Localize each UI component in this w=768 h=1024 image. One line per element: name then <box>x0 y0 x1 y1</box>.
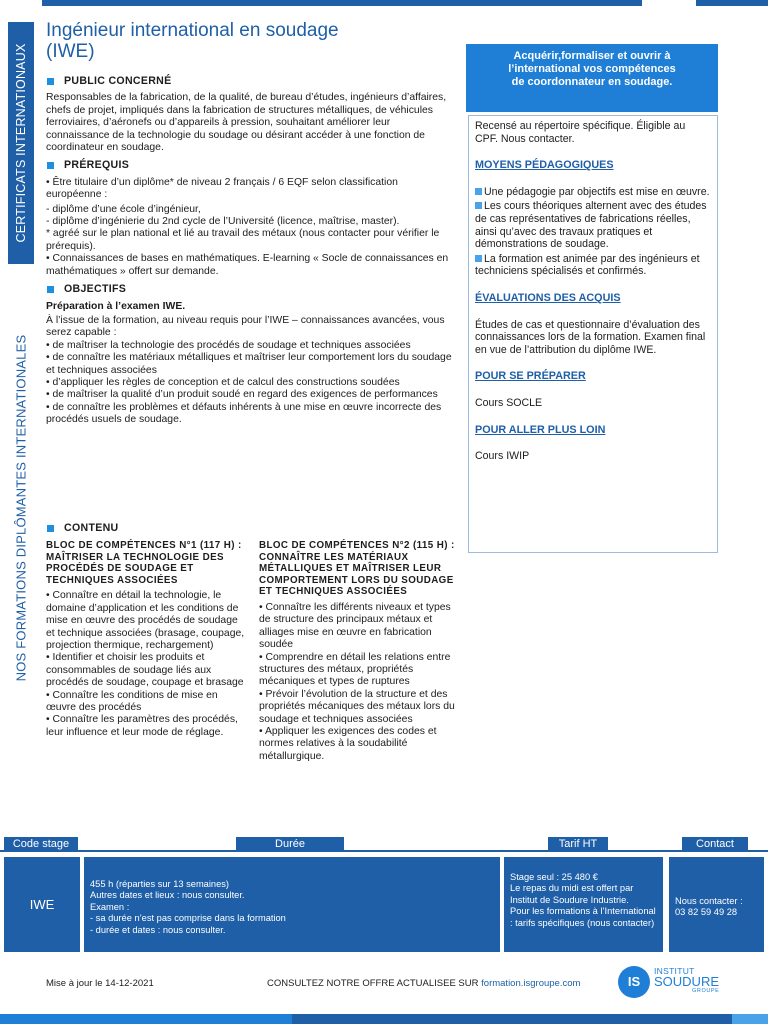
promo-banner <box>466 44 718 112</box>
top-accent-bar-right <box>696 0 768 6</box>
cell-code-stage: IWE <box>4 857 80 952</box>
evaluations-text: Études de cas et questionnaire d’évaluation des connaissances lors de la formation. Examen final en vue de l’attribution du diplôme IWE. <box>475 318 706 356</box>
prerequis-line: - diplôme d’une école d’ingénieur, <box>46 203 201 215</box>
side-label-certificats-text: CERTIFICATS INTERNATIONAUX <box>14 43 28 243</box>
header-tarif: Tarif HT <box>548 837 608 851</box>
duree-line: Autres dates et lieux : nous consulter. <box>90 890 245 901</box>
objectif-item: • de maîtriser la technologie des procédés de soudage et techniques associées <box>46 339 411 351</box>
square-bullet-icon <box>475 255 482 262</box>
section-objectifs-heading <box>46 283 452 295</box>
tarif-line: Le repas du midi est offert par Institut de Soudure Industrie. <box>510 883 634 905</box>
duree-line: 455 h (réparties sur 13 semaines) <box>90 879 230 889</box>
logo-line-soudure: SOUDURE <box>654 974 720 989</box>
prerequis-line: * agréé sur le plan national et lié au travail des métaux (nous contacter pour vérifier le prérequis). <box>46 228 440 252</box>
square-bullet-icon <box>47 525 54 532</box>
right-info-box <box>468 115 718 553</box>
section-objectifs-label: OBJECTIFS <box>64 283 127 296</box>
moyens-item-text: La formation est animée par des ingénieurs et techniciens spécialisés et confirmés. <box>475 252 700 278</box>
institut-soudure-logo <box>618 966 738 1000</box>
page-title-line1: Ingénieur international en soudage <box>46 20 339 41</box>
square-bullet-icon <box>47 286 54 293</box>
section-contenu <box>46 522 456 534</box>
objectif-item: • d’appliquer les règles de conception et de calcul des constructions soudées <box>46 376 400 388</box>
header-code-stage: Code stage <box>4 837 78 851</box>
tarif-line: Stage seul : 25 480 € <box>510 872 598 882</box>
evaluations-heading: ÉVALUATIONS DES ACQUIS <box>475 291 621 304</box>
right-intro: Recensé au répertoire spécifique. Éligible au CPF. Nous contacter. <box>475 120 686 145</box>
moyens-item <box>475 186 711 199</box>
bloc-1-item: • Connaître en détail la technologie, le domaine d’application et les conditions de mise en œuvre des procédés de soudage et technique associées (brasage, coupage, projection thermique, rechargement) <box>46 590 245 651</box>
aller-plus-loin-heading: POUR ALLER PLUS LOIN <box>475 423 606 436</box>
objectifs-intro: À l’issue de la formation, au niveau requis pour l’IWE – connaissances avancées, vous serez capable : <box>46 314 445 339</box>
section-public-heading <box>46 75 452 87</box>
footer-offer <box>267 978 580 989</box>
square-bullet-icon <box>475 188 482 195</box>
objectifs-subheading: Préparation à l’examen IWE. <box>46 300 186 312</box>
public-text: Responsables de la fabrication, de la qualité, de bureau d’études, ingénieurs d’affaires, chefs de projet, impliqués dans la fabrication de structures métalliques, de véhicules ferroviaires, d’aéronefs ou d’appareils à pression, souhaitant améliorer leur connaissance de la technologie du soudage ou désirant accéder à une fonction de coordinateur en soudage. <box>46 92 447 154</box>
duree-line: - sa durée n’est pas comprise dans la formation <box>90 913 286 924</box>
bloc-1-item: • Identifier et choisir les produits et consommables de soudage liés aux procédés de soudage, coupage et brasage <box>46 652 244 689</box>
section-prerequis-heading <box>46 159 452 171</box>
bottom-accent-bar <box>292 1014 732 1024</box>
side-label-formations <box>8 328 34 688</box>
contenu-blocs <box>46 540 458 763</box>
footer-offer-text: CONSULTEZ NOTRE OFFRE ACTUALISEE SUR <box>267 978 479 989</box>
footer-updated-date: Mise à jour le 14-12-2021 <box>46 978 154 989</box>
contact-phone: 03 82 59 49 28 <box>675 907 738 918</box>
footer-website-link[interactable]: formation.isgroupe.com <box>481 978 581 989</box>
prerequis-line: • Connaissances de bases en mathématiques. E-learning « Socle de connaissances en mathématiques » offert sur demande. <box>46 253 449 277</box>
side-label-formations-text: NOS FORMATIONS DIPLÔMANTES INTERNATIONALES <box>13 334 29 682</box>
contact-line: Nous contacter : <box>675 896 743 906</box>
section-contenu-heading <box>46 522 456 534</box>
preparer-text: Cours SOCLE <box>475 396 543 409</box>
moyens-item <box>475 200 711 250</box>
bloc-2-title: BLOC DE COMPÉTENCES N°2 (115 H) : CONNAÎTRE LES MATÉRIAUX MÉTALLIQUES ET MAÎTRISER LEUR COMPORTEMENT LORS DU SOUDAGE ET TECHNIQUES ASSOCIÉES <box>259 540 455 598</box>
promo-text: Acquérir,formaliser et ouvrir à l’international vos compétences de coordonnateur en soudage. <box>508 50 676 88</box>
top-accent-bar <box>42 0 642 6</box>
objectif-item: • de connaître les problèmes et défauts inhérents à une mise en œuvre incorrecte des procédés usuels de soudage. <box>46 401 442 426</box>
square-bullet-icon <box>47 78 54 85</box>
prerequis-line: - diplôme d’ingénierie du 2nd cycle de l’Université (licence, maîtrise, master). <box>46 216 400 228</box>
square-bullet-icon <box>475 202 482 209</box>
moyens-heading: MOYENS PÉDAGOGIQUES <box>475 159 614 172</box>
bloc-1-item: • Connaître les conditions de mise en œuvre des procédés <box>46 689 218 714</box>
cell-tarif <box>504 857 663 952</box>
bloc-2-item: • Prévoir l’évolution de la structure et des propriétés mécaniques des métaux lors du soudage et techniques associées <box>259 688 455 725</box>
section-prerequis-label: PRÉREQUIS <box>64 159 130 172</box>
header-contact: Contact <box>682 837 748 851</box>
preparer-heading: POUR SE PRÉPARER <box>475 370 586 383</box>
objectif-item: • de connaître les matériaux métalliques et maîtriser leur comportement lors du soudage et techniques associées <box>46 352 452 376</box>
bottom-accent-bar <box>732 1014 768 1024</box>
page-title <box>46 20 446 62</box>
page-title-line2: (IWE) <box>46 41 95 62</box>
logo-line-groupe: GROUPE <box>692 988 720 994</box>
bloc-1-title: BLOC DE COMPÉTENCES N°1 (117 H) : MAÎTRISER LA TECHNOLOGIE DES PROCÉDÉS DE SOUDAGE ET TECHNIQUES ASSOCIÉES <box>46 540 242 586</box>
objectif-item: • de maîtriser la qualité d’un produit soudé en regard des exigences de performances <box>46 389 438 401</box>
aller-plus-loin-text: Cours IWIP <box>475 450 530 463</box>
bloc-1-item: • Connaître les paramètres des procédés, leur influence et leur mode de réglage. <box>46 714 238 738</box>
moyens-item <box>475 253 711 278</box>
duree-line: Examen : <box>90 901 130 912</box>
section-contenu-label: CONTENU <box>64 522 119 534</box>
bloc-2-item: • Connaître les différents niveaux et types de structure des principaux métaux et alliages mise en œuvre en fabrication soudée <box>259 601 451 651</box>
logo-line-institut: INSTITUT <box>654 966 695 976</box>
moyens-item-text: Une pédagogie par objectifs est mise en œuvre. <box>484 185 710 198</box>
bloc-competences-1 <box>46 540 245 763</box>
bloc-competences-2 <box>259 540 458 763</box>
table-header-rule <box>0 850 768 852</box>
header-duree: Durée <box>236 837 344 851</box>
left-column <box>46 70 452 429</box>
bloc-2-item: • Appliquer les exigences des codes et normes relatives à la soudabilité métallurgique. <box>259 726 437 762</box>
section-public-label: PUBLIC CONCERNÉ <box>64 75 172 87</box>
side-label-certificats <box>8 22 34 264</box>
tarif-line: Pour les formations à l’International : tarifs spécifiques (nous contacter) <box>510 906 656 928</box>
cell-duree <box>84 857 500 952</box>
moyens-item-text: Les cours théoriques alternent avec des études de cas représentatives de fabrications réelles, ainsi qu’avec des travaux pratiques et démonstrations de soudage. <box>475 200 707 251</box>
cell-contact <box>669 857 764 952</box>
logo-is-mark: IS <box>618 966 650 998</box>
duree-line: - durée et dates : nous consulter. <box>90 924 226 935</box>
bloc-2-item: • Comprendre en détail les relations entre structures des métaux, propriétés mécaniques et types de ruptures <box>259 651 451 688</box>
bottom-accent-bar <box>0 1014 292 1024</box>
prerequis-line: • Être titulaire d’un diplôme* de niveau 2 français / 6 EQF selon classification européenne : <box>46 176 398 201</box>
square-bullet-icon <box>47 162 54 169</box>
